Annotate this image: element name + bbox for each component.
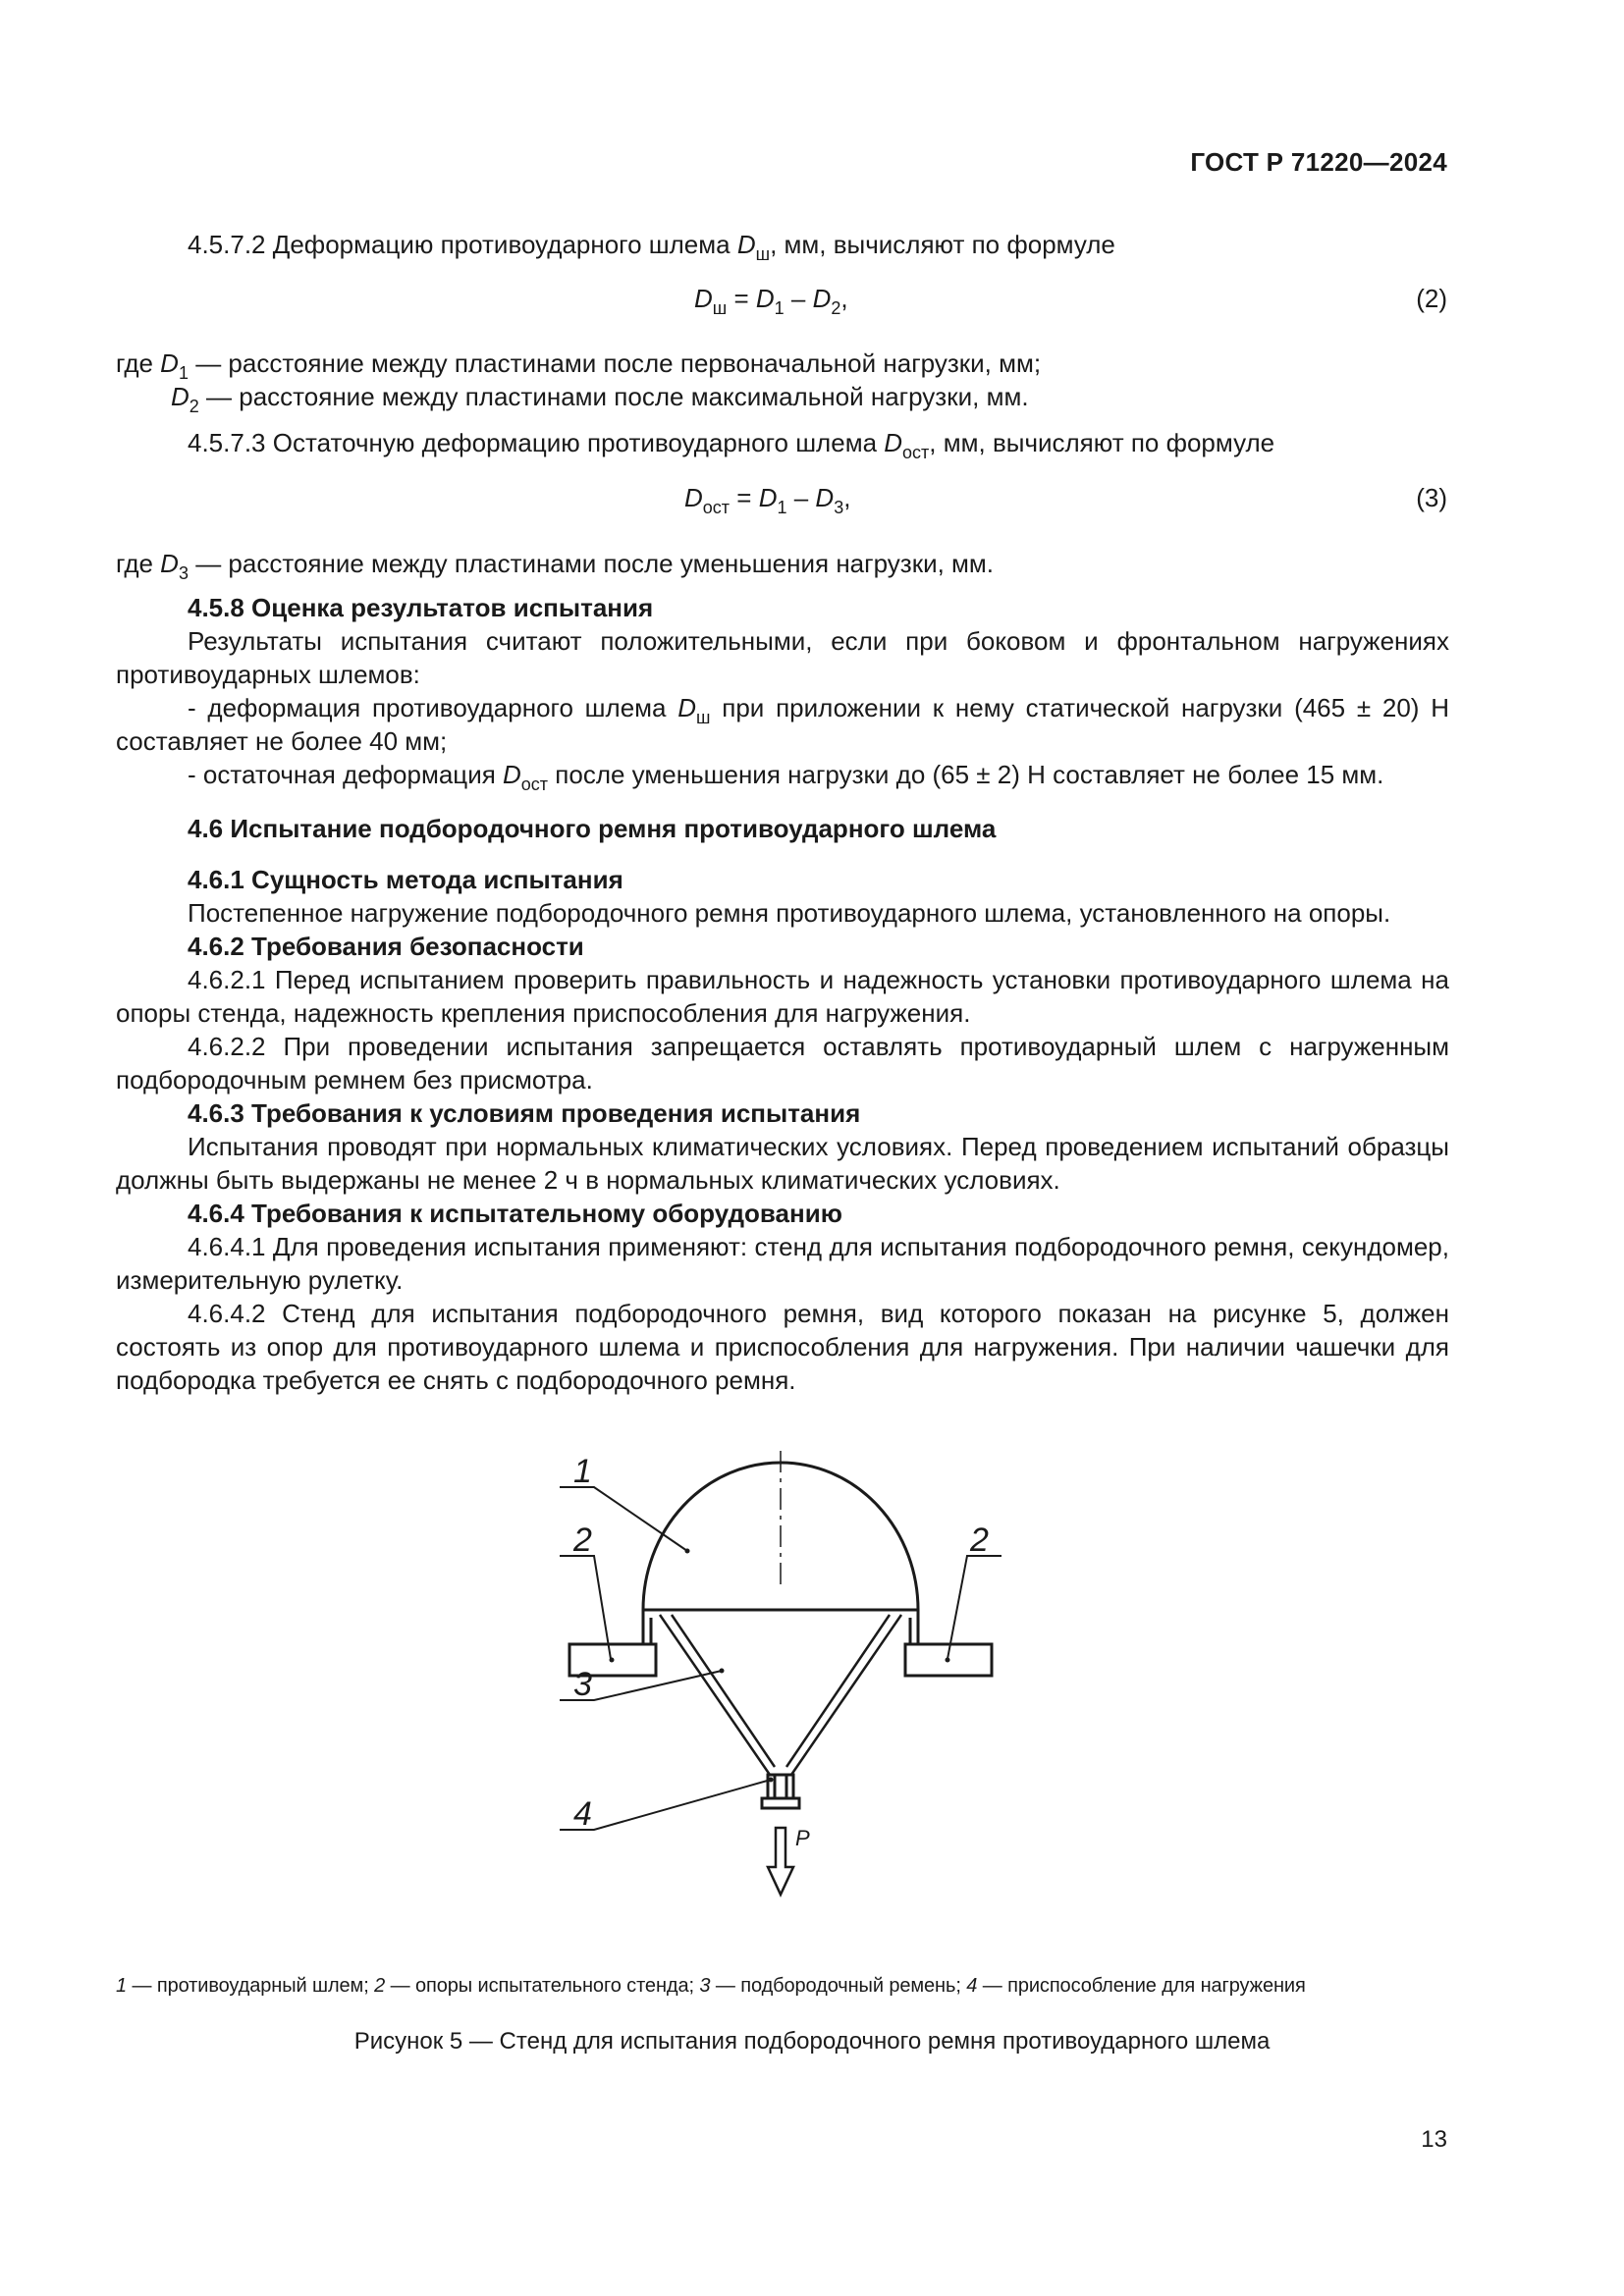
section-461-464 — [116, 863, 1449, 1397]
heading-464: 4.6.4 Требования к испытательному оборудованию — [188, 1199, 842, 1228]
equation-number-2: (2) — [1416, 284, 1447, 313]
section-46 — [116, 812, 1449, 845]
paragraph-4622: 4.6.2.2 При проведении испытания запрещается оставлять противоударный шлем с нагруженным подбородочным ремнем без присмотра. — [116, 1032, 1449, 1095]
label-3: 3 — [573, 1666, 592, 1703]
label-4: 4 — [573, 1795, 592, 1833]
paragraph-4642: 4.6.4.2 Стенд для испытания подбородочного ремня, вид которого показан на рисунке 5, должен состоять из опор для противоударного шлема и приспособления для нагружения. При наличии чашечки для подбородка требуется ее снять с подбородочного ремня. — [116, 1299, 1449, 1395]
label-2-left: 2 — [573, 1522, 592, 1559]
heading-461: 4.6.1 Сущность метода испытания — [188, 865, 623, 894]
label-2-right: 2 — [970, 1522, 989, 1559]
heading-462: 4.6.2 Требования безопасности — [188, 932, 584, 961]
label-1: 1 — [573, 1453, 592, 1490]
load-arrow — [768, 1828, 793, 1895]
formula-3: $D_{ост} = D_1 - D_3$, — [684, 483, 851, 517]
chin-strap — [660, 1615, 901, 1775]
figure-5-chin-strap-test-stand — [550, 1443, 1021, 1953]
list-item-deformation: - деформация противоударного шлема $D_ш$ при приложении к нему статической нагрузки (465 ± 20) Н составляет не более 40 мм; — [116, 693, 1450, 756]
paragraph-461: Постепенное нагружение подбородочного ремня противоударного шлема, установленного на опоры. — [188, 898, 1391, 928]
clause-4572-intro: 4.5.7.2 Деформацию противоударного шлема $D_ш$, мм, вычисляют по формуле — [188, 230, 1115, 264]
label-p: P — [795, 1826, 810, 1850]
section-458 — [116, 591, 1450, 794]
figure-legend: 1 — противоударный шлем; 2 — опоры испытательного стенда; 3 — подбородочный ремень; 4 — приспособление для нагружения — [116, 1975, 1306, 1997]
paragraph-4621: 4.6.2.1 Перед испытанием проверить правильность и надежность установки противоударного шлема на опоры стенда, надежность крепления приспособления для нагружения. — [116, 965, 1449, 1028]
where-d1: где $D_1$ — расстояние между пластинами после первоначальной нагрузки, мм; — [116, 348, 1042, 383]
where-d3: где $D_3$ — расстояние между пластинами после уменьшения нагрузки, мм. — [116, 549, 995, 583]
paragraph-458: Результаты испытания считают положительными, если при боковом и фронтальном нагружениях противоударных шлемов: — [116, 626, 1449, 689]
clause-4573-intro: 4.5.7.3 Остаточную деформацию противоударного шлема $D_{ост}$, мм, вычисляют по формуле — [188, 428, 1275, 462]
heading-463: 4.6.3 Требования к условиям проведения испытания — [188, 1098, 861, 1128]
paragraph-463: Испытания проводят при нормальных климатических условиях. Перед проведением испытаний образцы должны быть выдержаны не менее 2 ч в нормальных климатических условиях. — [116, 1132, 1449, 1195]
standard-header: ГОСТ Р 71220—2024 — [1190, 147, 1447, 177]
page-number: 13 — [1421, 2126, 1447, 2153]
paragraph-4641: 4.6.4.1 Для проведения испытания применяют: стенд для испытания подбородочного ремня, секундомер, измерительную рулетку. — [116, 1232, 1449, 1295]
equation-number-3: (3) — [1416, 483, 1447, 512]
heading-458: 4.5.8 Оценка результатов испытания — [188, 593, 654, 622]
figure-caption: Рисунок 5 — Стенд для испытания подбородочного ремня противоударного шлема — [353, 2028, 1271, 2055]
heading-46: 4.6 Испытание подбородочного ремня противоударного шлема — [188, 814, 997, 843]
list-item-residual-deformation: - остаточная деформация $D_{ост}$ после уменьшения нагрузки до (65 ± 2) Н составляет не более 15 мм. — [188, 760, 1384, 794]
formula-2: $D_ш = D_1 - D_2$, — [694, 284, 848, 318]
where-d2: $D_2$ — расстояние между пластинами после максимальной нагрузки, мм. — [171, 382, 1029, 416]
